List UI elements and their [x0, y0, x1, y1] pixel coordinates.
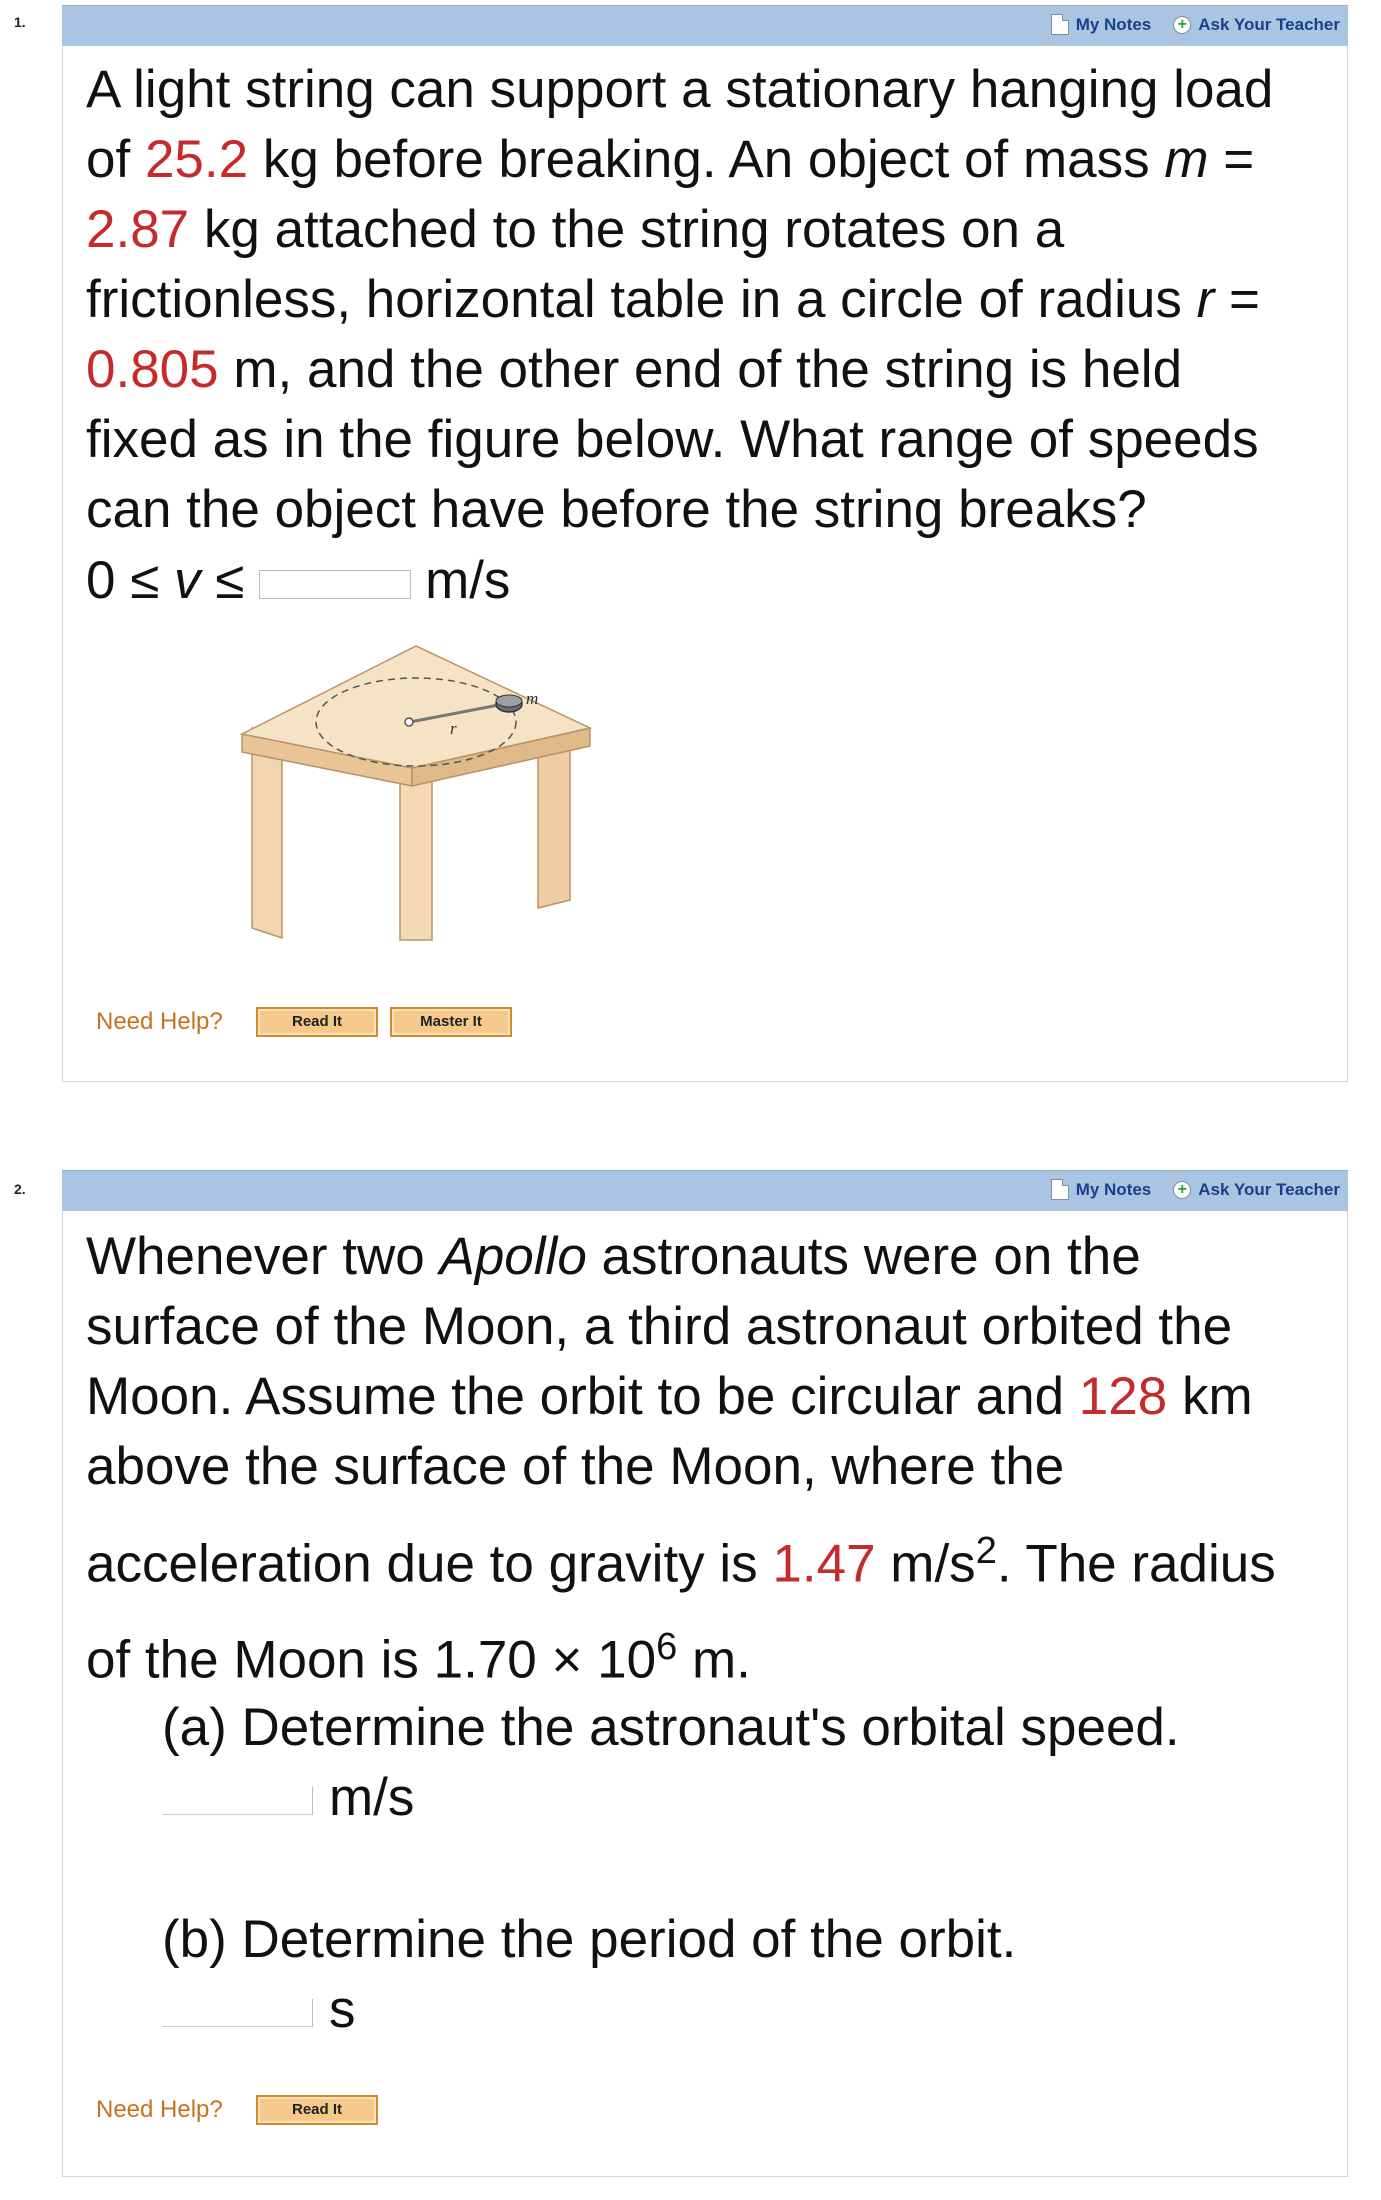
plus-icon: + — [1173, 16, 1191, 34]
problem-line — [86, 265, 1273, 335]
problem-line — [86, 195, 1273, 265]
given-value: 1.47 — [772, 1534, 876, 1594]
problem-line — [86, 335, 1273, 405]
text-segment: of — [86, 130, 145, 189]
problem-line — [86, 1612, 1276, 1696]
variable: r — [1196, 270, 1215, 329]
note-icon — [1051, 14, 1069, 35]
need-help-label: Need Help? — [96, 1008, 223, 1035]
text-segment: kg before breaking. An object of mass — [248, 130, 1165, 189]
ask-your-teacher-label: Ask Your Teacher — [1198, 1179, 1340, 1199]
text-segment: = — [1214, 270, 1260, 329]
question-1-header-bar — [62, 5, 1348, 47]
table-leg — [400, 762, 432, 940]
text-segment: acceleration due to gravity is — [86, 1534, 773, 1594]
pivot-point — [405, 718, 413, 726]
text-segment: Whenever two — [86, 1227, 440, 1286]
part-a-unit: m/s — [329, 1768, 415, 1827]
answer-le: ≤ — [200, 551, 260, 610]
problem-line — [86, 475, 1273, 545]
master-it-button[interactable]: Master It — [390, 1007, 512, 1037]
radius-label: r — [450, 719, 457, 738]
text-segment: m, and the other end of the string is held — [218, 340, 1183, 399]
text-segment: A light string can support a stationary hanging load — [86, 60, 1274, 119]
text-segment: of the Moon is 1.70 × 10 — [86, 1630, 657, 1690]
text-segment: surface of the Moon, a third astronaut orbited the — [86, 1297, 1233, 1356]
text-segment: astronauts were on the — [586, 1227, 1141, 1286]
problem-line — [86, 1516, 1276, 1600]
ask-your-teacher-label: Ask Your Teacher — [1198, 14, 1340, 34]
my-notes-link[interactable] — [1051, 1179, 1152, 1200]
part-b-unit: s — [329, 1980, 356, 2039]
problem-line — [86, 405, 1273, 475]
rotating-mass-table-figure — [238, 640, 598, 960]
part-a-answer-row — [162, 1763, 414, 1833]
given-value: 25.2 — [144, 130, 249, 189]
problem-line — [86, 1222, 1276, 1292]
superscript: 6 — [656, 1625, 678, 1668]
text-segment: m/s — [875, 1534, 976, 1594]
orbital-speed-input[interactable] — [162, 1787, 313, 1815]
ask-your-teacher-link[interactable] — [1173, 1180, 1340, 1200]
read-it-button[interactable]: Read It — [256, 1007, 378, 1037]
text-segment: km — [1167, 1367, 1253, 1426]
my-notes-label: My Notes — [1075, 1179, 1152, 1199]
question-1-answer-row — [86, 546, 510, 616]
variable: m — [1164, 130, 1209, 189]
text-segment: kg attached to the string rotates on a — [189, 200, 1065, 259]
question-2-number: 2. — [14, 1181, 26, 1197]
text-segment: Moon. Assume the orbit to be circular and — [86, 1367, 1079, 1426]
part-b-prompt: (b) Determine the period of the orbit. — [162, 1910, 1017, 1969]
note-icon — [1051, 1179, 1069, 1200]
variable: Apollo — [439, 1227, 587, 1286]
question-1-number: 1. — [14, 14, 26, 30]
given-value: 128 — [1078, 1367, 1168, 1426]
my-notes-link[interactable] — [1051, 14, 1152, 35]
orbit-period-input[interactable] — [162, 1999, 313, 2027]
my-notes-label: My Notes — [1075, 14, 1152, 34]
part-a-prompt: (a) Determine the astronaut's orbital speed. — [162, 1698, 1180, 1757]
question-1-text — [86, 55, 1273, 545]
part-b-answer-row — [162, 1975, 356, 2045]
text-segment: m. — [677, 1630, 751, 1690]
text-segment: . The radius — [996, 1534, 1276, 1594]
problem-line — [86, 1362, 1276, 1432]
problem-line — [86, 125, 1273, 195]
mass-puck-top — [496, 695, 522, 707]
text-segment: above the surface of the Moon, where the — [86, 1437, 1065, 1496]
answer-unit: m/s — [425, 551, 511, 610]
given-value: 0.805 — [86, 340, 219, 399]
problem-line — [86, 1432, 1276, 1502]
plus-icon: + — [1173, 1181, 1191, 1199]
mass-label: m — [526, 689, 539, 708]
given-value: 2.87 — [86, 200, 190, 259]
text-segment: can the object have before the string breaks? — [86, 480, 1147, 539]
read-it-button[interactable]: Read It — [256, 2095, 378, 2125]
need-help-label: Need Help? — [96, 2096, 223, 2123]
problem-line — [86, 55, 1273, 125]
problem-line — [86, 1292, 1276, 1362]
answer-variable: v — [174, 551, 201, 610]
text-segment: fixed as in the figure below. What range of speeds — [86, 410, 1259, 469]
question-2-header-bar — [62, 1170, 1348, 1212]
superscript: 2 — [975, 1530, 997, 1572]
question-2-text — [86, 1222, 1276, 1695]
ask-your-teacher-link[interactable] — [1173, 15, 1340, 35]
speed-answer-input[interactable] — [259, 570, 411, 599]
answer-prefix: 0 ≤ — [86, 551, 175, 610]
text-segment: = — [1208, 130, 1255, 189]
text-segment: frictionless, horizontal table in a circle of radius — [86, 270, 1197, 329]
